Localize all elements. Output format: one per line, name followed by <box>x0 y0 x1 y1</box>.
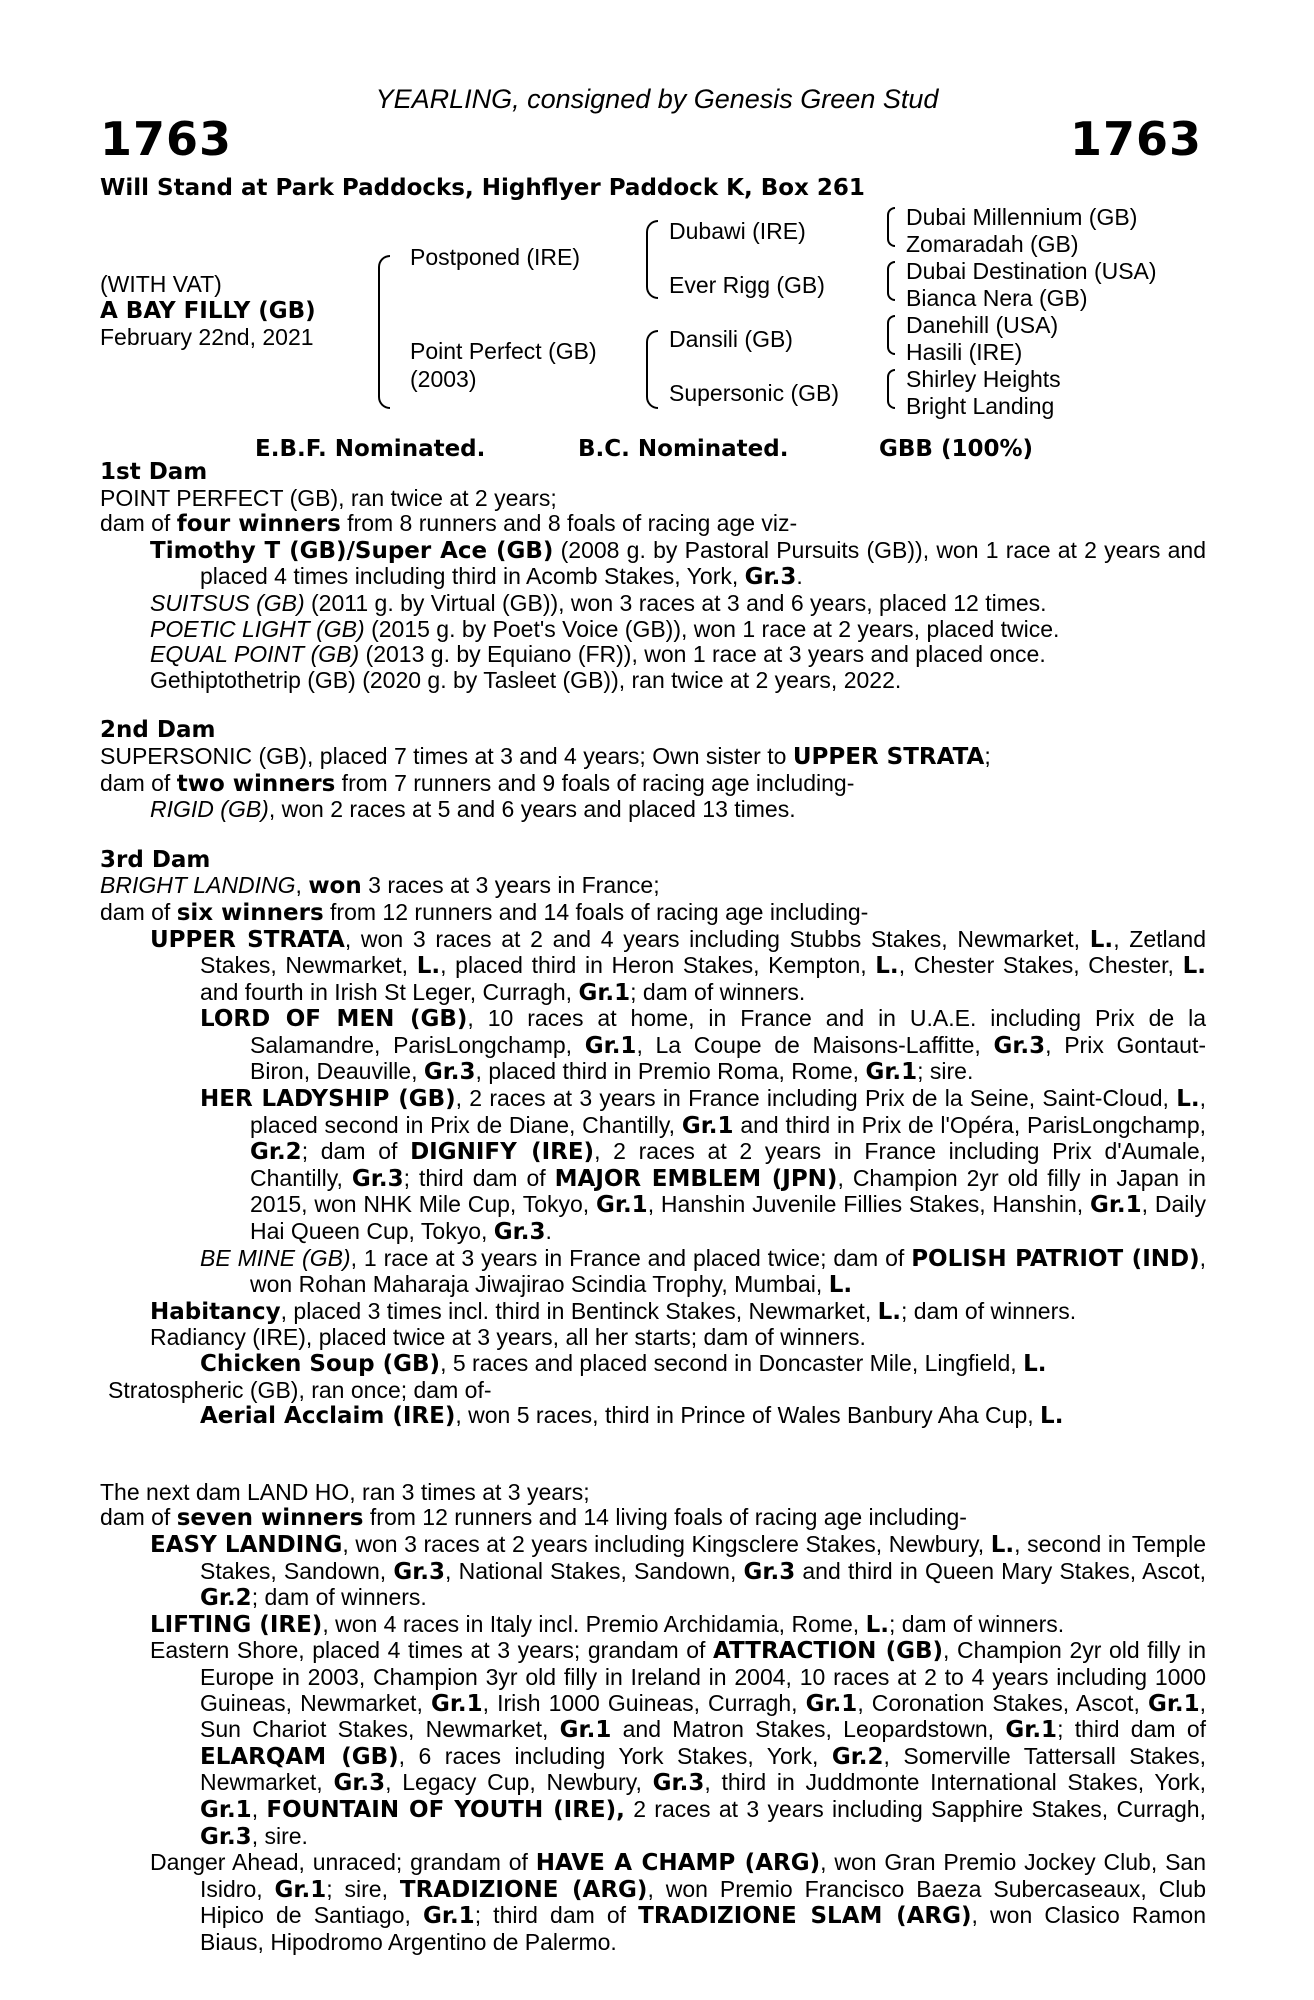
stand-location: Will Stand at Park Paddocks, Highflyer Paddock K, Box 261 <box>100 175 865 201</box>
pedigree-brace-dam <box>646 330 658 409</box>
ancestor-7: Shirley Heights <box>906 366 1061 392</box>
pedigree-brace-g1 <box>887 207 895 247</box>
produce-entry: Habitancy, placed 3 times incl. third in Bentinck Stakes, Newmarket, L.; dam of winners. <box>150 1297 1077 1325</box>
horse-description: A BAY FILLY (GB) <box>100 298 316 324</box>
second-dam-heading: 2nd Dam <box>100 717 216 744</box>
third-dam-heading: 3rd Dam <box>100 846 211 873</box>
consignment-line: YEARLING, consigned by Genesis Green Stud <box>375 84 939 114</box>
foaling-date: February 22nd, 2021 <box>100 324 314 350</box>
produce-entry: RIGID (GB), won 2 races at 5 and 6 years and placed 13 times. <box>150 796 796 823</box>
ancestor-5: Danehill (USA) <box>906 312 1059 338</box>
produce-entry: Radiancy (IRE), placed twice at 3 years, all her starts; dam of winners. <box>150 1324 866 1351</box>
pedigree-brace-sire <box>646 220 658 299</box>
ancestor-6: Hasili (IRE) <box>906 339 1023 365</box>
pedigree-brace-main <box>378 255 390 409</box>
produce-entry: Eastern Shore, placed 4 times at 3 years; grandam of ATTRACTION (GB), Champion 2yr old filly in Europe in 2003, Champion 3yr old filly in Ireland in 2004, 10 races at 2 to 4 years including 1000 Guineas, Newmarket, Gr.1, Irish 1000 Guineas, Curragh, Gr.1, Coronation Stakes, Ascot, Gr.1, Sun Chariot Stakes, Newmarket, Gr.1 and Matron Stakes, Leopardstown, Gr.1; third dam of ELARQAM (GB), 6 races including York Stakes, York, Gr.2, Somerville Tattersall Stakes, Newmarket, Gr.3, Legacy Cup, Newbury, Gr.3, third in Juddmonte International Stakes, York, Gr.1, FOUNTAIN OF YOUTH (IRE), 2 races at 3 years including Sapphire Stakes, Curragh, Gr.3, sire. <box>150 1637 1207 1850</box>
sire-dam-name: Ever Rigg (GB) <box>669 272 825 298</box>
produce-entry: UPPER STRATA, won 3 races at 2 and 4 years including Stubbs Stakes, Newmarket, L., Zetland Stakes, Newmarket, L., placed third in Heron Stakes, Kempton, L., Chester Stakes, Chester, L. and fourth in Irish St Leger, Curragh, Gr.1; dam of winners. <box>150 925 1206 1006</box>
pedigree-brace-g3 <box>887 315 895 355</box>
ancestor-3: Dubai Destination (USA) <box>906 258 1157 284</box>
lot-number-right: 1763 <box>1069 112 1202 166</box>
vat-label: (WITH VAT) <box>100 271 222 297</box>
pedigree-brace-g2 <box>887 261 895 301</box>
produce-entry: BE MINE (GB), 1 race at 3 years in France and placed twice; dam of POLISH PATRIOT (IND), won Rohan Maharaja Jiwajirao Scindia Trophy, Mumbai, L. <box>200 1244 1206 1299</box>
first-dam-produce-summary: dam of four winners from 8 runners and 8 foals of racing age viz- <box>100 510 798 538</box>
produce-entry: EASY LANDING, won 3 races at 2 years including Kingsclere Stakes, Newbury, L., second in Temple Stakes, Sandown, Gr.3, National Stakes, Sandown, Gr.3 and third in Queen Mary Stakes, Ascot, Gr.2; dam of winners. <box>150 1530 1207 1612</box>
third-dam-produce-summary: dam of six winners from 12 runners and 14 foals of racing age including- <box>100 898 869 926</box>
first-dam-heading: 1st Dam <box>100 459 208 485</box>
ancestor-8: Bright Landing <box>906 393 1055 419</box>
produce-entry: Chicken Soup (GB), 5 races and placed second in Doncaster Mile, Lingfield, L. <box>200 1350 1047 1377</box>
produce-entry: LIFTING (IRE), won 4 races in Italy incl. Premio Archidamia, Rome, L.; dam of winners. <box>150 1610 1065 1638</box>
gbb-rating: GBB (100%) <box>879 436 1034 462</box>
second-dam-produce-summary: dam of two winners from 7 runners and 9 foals of racing age including- <box>100 769 855 797</box>
dam-year: (2003) <box>410 366 477 392</box>
second-dam-line: SUPERSONIC (GB), placed 7 times at 3 and 4 years; Own sister to UPPER STRATA; <box>100 742 991 770</box>
produce-entry: Timothy T (GB)/Super Ace (GB) (2008 g. by Pastoral Pursuits (GB)), won 1 race at 2 years and placed 4 times including third in Acomb Stakes, York, Gr.3. <box>150 536 1206 591</box>
ancestor-4: Bianca Nera (GB) <box>906 285 1088 311</box>
lot-number-left: 1763 <box>100 112 233 166</box>
produce-entry: Danger Ahead, unraced; grandam of HAVE A CHAMP (ARG), won Gran Premio Jockey Club, San Isidro, Gr.1; sire, TRADIZIONE (ARG), won Premio Francisco Baeza Subercaseaux, Club Hipico de Santiago, Gr.1; third dam of TRADIZIONE SLAM (ARG), won Clasico Ramon Biaus, Hipodromo Argentino de Palermo. <box>150 1849 1207 1955</box>
ancestor-2: Zomaradah (GB) <box>906 231 1079 257</box>
produce-entry: HER LADYSHIP (GB), 2 races at 3 years in France including Prix de la Seine, Saint-Cloud, L., placed second in Prix de Diane, Chantilly, Gr.1 and third in Prix de l'Opéra, ParisLongchamp, Gr.2; dam of DIGNIFY (IRE), 2 races at 2 years in France including Prix d'Aumale, Chantilly, Gr.3; third dam of MAJOR EMBLEM (JPN), Champion 2yr old filly in Japan in 2015, won NHK Mile Cup, Tokyo, Gr.1, Hanshin Juvenile Fillies Stakes, Hanshin, Gr.1, Daily Hai Queen Cup, Tokyo, Gr.3. <box>200 1085 1207 1246</box>
first-dam-line: POINT PERFECT (GB), ran twice at 2 years; <box>100 484 557 511</box>
dam-sire-name: Dansili (GB) <box>669 326 793 352</box>
produce-entry: SUITSUS (GB) (2011 g. by Virtual (GB)), won 3 races at 3 and 6 years, placed 12 times. <box>150 589 1047 616</box>
sire-name: Postponed (IRE) <box>410 244 581 270</box>
dam-name: Point Perfect (GB) <box>410 338 597 364</box>
third-dam-line: BRIGHT LANDING, won 3 races at 3 years in France; <box>100 872 660 900</box>
pedigree-brace-g4 <box>887 369 895 409</box>
ancestor-1: Dubai Millennium (GB) <box>906 204 1138 230</box>
bc-nomination: B.C. Nominated. <box>578 436 789 462</box>
produce-entry: EQUAL POINT (GB) (2013 g. by Equiano (FR)), won 1 race at 3 years and placed once. <box>150 641 1046 668</box>
produce-entry: Stratospheric (GB), ran once; dam of- <box>108 1376 492 1403</box>
ebf-nomination: E.B.F. Nominated. <box>255 436 486 462</box>
next-dam-produce-summary: dam of seven winners from 12 runners and 14 living foals of racing age including- <box>100 1504 967 1532</box>
sire-sire-name: Dubawi (IRE) <box>669 218 806 244</box>
produce-entry: LORD OF MEN (GB), 10 races at home, in France and in U.A.E. including Prix de la Salamandre, ParisLongchamp, Gr.1, La Coupe de Maisons-Laffitte, Gr.3, Prix Gontaut-Biron, Deauville, Gr.3, placed third in Premio Roma, Rome, Gr.1; sire. <box>200 1005 1206 1086</box>
produce-entry: POETIC LIGHT (GB) (2015 g. by Poet's Voice (GB)), won 1 race at 2 years, placed twice. <box>150 615 1060 642</box>
next-dam-line: The next dam LAND HO, ran 3 times at 3 years; <box>100 1478 590 1505</box>
catalogue-body <box>100 460 1206 1955</box>
produce-entry: Aerial Acclaim (IRE), won 5 races, third in Prince of Wales Banbury Aha Cup, L. <box>200 1402 1064 1430</box>
dam-dam-name: Supersonic (GB) <box>669 380 840 406</box>
produce-entry: Gethiptothetrip (GB) (2020 g. by Tasleet (GB)), ran twice at 2 years, 2022. <box>150 666 902 693</box>
